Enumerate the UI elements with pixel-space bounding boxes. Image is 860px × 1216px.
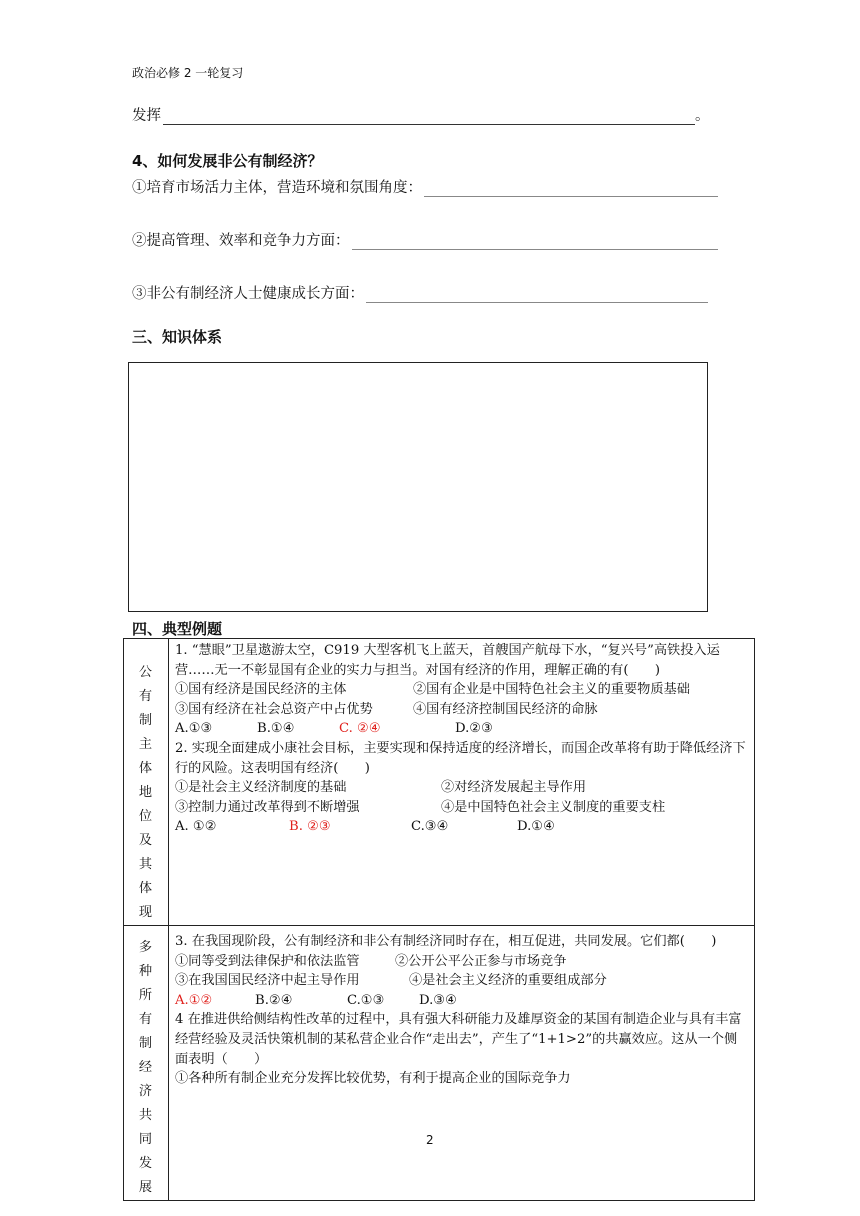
item-row-1 — [132, 176, 718, 197]
choice-answer[interactable]: B. ②③ — [289, 819, 331, 835]
page-header: 政治必修 2 一轮复习 — [132, 66, 244, 80]
question-2-options — [175, 798, 748, 818]
table-row — [124, 926, 755, 1201]
answer-blank[interactable] — [352, 235, 718, 250]
choice[interactable]: A. ①② — [175, 819, 217, 835]
section-heading-examples: 四、典型例题 — [132, 620, 223, 638]
fill-line-1 — [132, 104, 710, 125]
choice[interactable]: B.①④ — [257, 721, 295, 737]
choice[interactable]: D.②③ — [455, 721, 493, 737]
examples-table — [123, 638, 755, 1201]
item-label: ③非公有制经济人士健康成长方面： — [132, 286, 364, 302]
item-row-2 — [132, 229, 718, 250]
question-2-choices — [175, 817, 748, 837]
question-2-stem: 2. 实现全面建成小康社会目标，主要实现和保持适度的经济增长，而国企改革将有助于降低经济下行的风险。这表明国有经济( ) — [175, 740, 746, 776]
question-2-options — [175, 778, 748, 798]
option-text: ③国有经济在社会总资产中占优势 — [175, 701, 373, 717]
question-4-stem: 4 在推进供给侧结构性改革的过程中，具有强大科研能力及雄厚资金的某国有制造企业与具有丰富经营经验及灵活快策机制的某私营企业合作“走出去”，产生了“1+1>2”的共赢效应。这从一个侧面表明（ ） — [175, 1012, 742, 1067]
question-1-stem: 1. “慧眼”卫星遨游太空，C919 大型客机飞上蓝天，首艘国产航母下水，“复兴号”高铁投入运营……无一不彰显国有企业的实力与担当。对国有经济的作用，理解正确的有( ) — [175, 643, 720, 678]
row-side-label — [124, 926, 169, 1201]
choice-answer[interactable]: C. ②④ — [339, 721, 381, 737]
choice[interactable]: A.①③ — [175, 721, 213, 737]
option-text: ①国有经济是国民经济的主体 — [175, 682, 347, 698]
question-3-options — [175, 971, 748, 991]
item-row-3 — [132, 282, 708, 303]
question-1-options — [175, 680, 748, 700]
option-text: ②公开公平公正参与市场竞争 — [395, 953, 567, 969]
side-label-text: 多种所有制经济共同发展 — [138, 940, 154, 1195]
question-4-option-1: ①各种所有制企业充分发挥比较优势，有利于提高企业的国际竞争力 — [175, 1071, 571, 1087]
answer-blank[interactable] — [424, 182, 718, 197]
choice[interactable]: C.①③ — [347, 992, 385, 1008]
choice[interactable]: D.③④ — [419, 992, 457, 1008]
row-side-label — [124, 639, 169, 926]
question-3-choices — [175, 991, 748, 1011]
table-row — [124, 639, 755, 926]
choice[interactable]: D.①④ — [517, 819, 555, 835]
option-text: ②国有企业是中国特色社会主义的重要物质基础 — [413, 682, 690, 698]
row-content — [169, 639, 755, 926]
option-text: ③在我国国民经济中起主导作用 — [175, 973, 360, 989]
item-label: ①培育市场活力主体，营造环境和氛围角度： — [132, 180, 422, 196]
row-content — [169, 926, 755, 1201]
option-text: ④是中国特色社会主义制度的重要支柱 — [441, 799, 666, 815]
option-text: ①是社会主义经济制度的基础 — [175, 780, 347, 796]
side-label-text: 公有制主体地位及其体现 — [138, 665, 154, 920]
question-1-options — [175, 700, 748, 720]
fill-suffix: 。 — [695, 108, 710, 124]
option-text: ③控制力通过改革得到不断增强 — [175, 799, 360, 815]
answer-blank[interactable] — [366, 288, 708, 303]
page-number: 2 — [426, 1133, 434, 1147]
option-text: ①同等受到法律保护和依法监管 — [175, 953, 360, 969]
fill-prefix: 发挥 — [132, 108, 161, 124]
option-text: ④国有经济控制国民经济的命脉 — [413, 701, 598, 717]
option-text: ④是社会主义经济的重要组成部分 — [409, 973, 607, 989]
item-label: ②提高管理、效率和竞争力方面： — [132, 233, 350, 249]
choice[interactable]: C.③④ — [411, 819, 449, 835]
choice[interactable]: B.②④ — [255, 992, 293, 1008]
option-text: ②对经济发展起主导作用 — [441, 780, 587, 796]
question-3-stem: 3. 在我国现阶段，公有制经济和非公有制经济同时存在，相互促进，共同发展。它们都( ) — [175, 934, 717, 949]
answer-blank[interactable] — [163, 110, 695, 125]
choice-answer[interactable]: A.①② — [175, 992, 213, 1008]
section-heading-4: 4、如何发展非公有制经济？ — [132, 152, 323, 170]
knowledge-system-box[interactable] — [128, 362, 708, 612]
question-3-options — [175, 952, 748, 972]
question-1-choices — [175, 719, 748, 739]
section-heading-knowledge: 三、知识体系 — [132, 328, 223, 346]
